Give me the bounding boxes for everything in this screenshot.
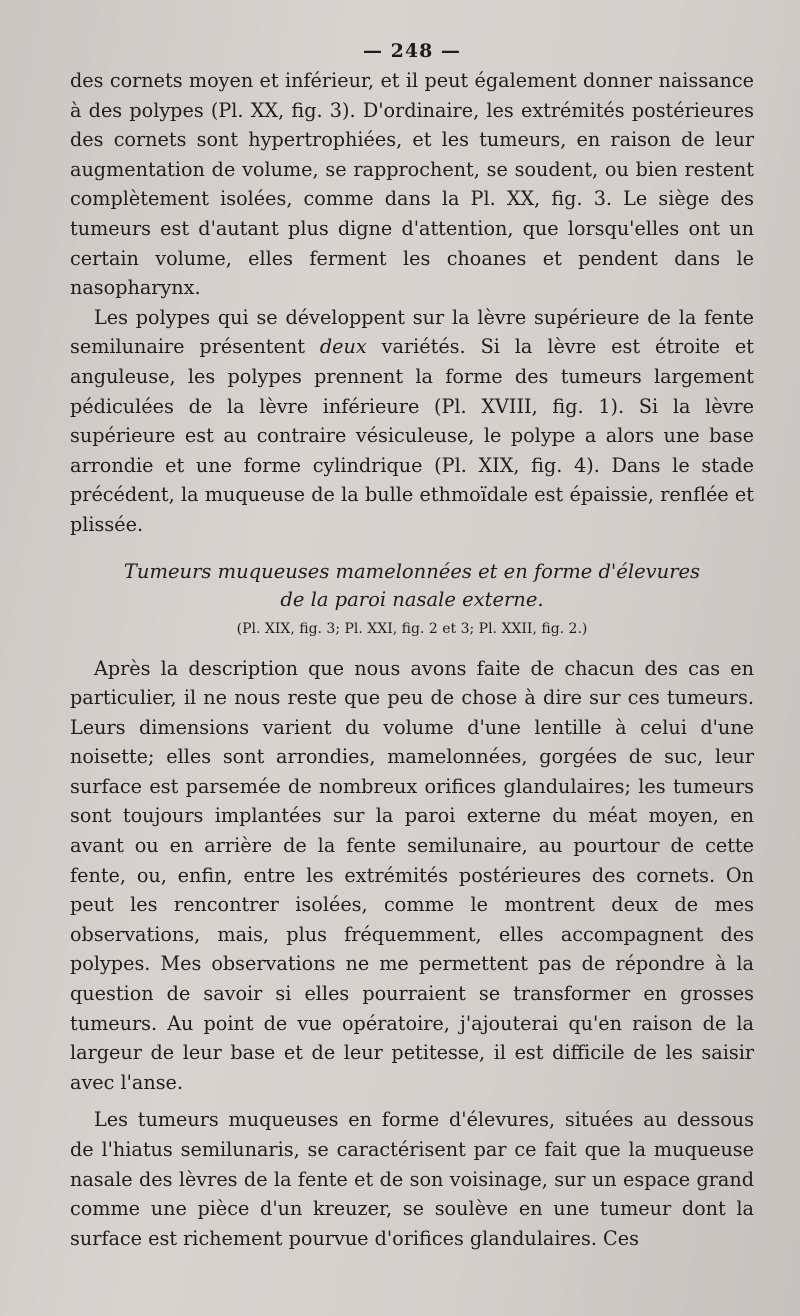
section-plate-reference: (Pl. XIX, fig. 3; Pl. XXI, fig. 2 et 3; Pl. XXII, fig. 2.) bbox=[236, 620, 588, 637]
page-number: — 248 — bbox=[363, 40, 461, 62]
paragraph-polypes-levre bbox=[70, 303, 754, 540]
paragraph-description: Après la description que nous avons faite de chacun des cas en particulier, il ne nous reste que peu de chose à dire sur ces tumeurs. Leurs dimensions varient du volume d'une lentille à celui d'une noisette; elles sont arrondies, mamelonnées, gorgées de suc, leur surface est parsemée de nombreux orifices glandulaires; les tumeurs sont toujours implantées sur la paroi externe du méat moyen, en avant ou en arrière de la fente semilunaire, au pourtour de cette fente, ou, enfin, entre les extrémités postérieures des cornets. On peut les rencontrer isolées, comme le montrent deux de mes observations, mais, plus fréquemment, elles accompagnent des polypes. Mes observations ne me permettent pas de répondre à la question de savoir si elles pourraient se transformer en grosses tumeurs. Au point de vue opératoire, j'ajouterai qu'en raison de la largeur de leur base et de leur petitesse, il est difficile de les saisir avec l'anse. bbox=[70, 656, 754, 1094]
paragraph-gap bbox=[70, 1097, 754, 1105]
paragraph-cornets: des cornets moyen et inférieur, et il peut également donner naissance à des polypes (Pl. XX, fig. 3). D'ordinaire, les extrémités postérieures des cornets sont hypertrophiées, et les tumeurs, en raison de leur augmentation de volume, se rapprochent, se soudent, ou bien restent complètement isolées, comme dans la Pl. XX, fig. 3. Le siège des tumeurs est d'autant plus digne d'attention, que lorsqu'elles ont un certain volume, elles ferment les choanes et pendent dans le nasopharynx. bbox=[70, 69, 754, 300]
section-title-line1: Tumeurs muqueuses mamelonnées et en forme d'élevures bbox=[123, 559, 701, 583]
paragraph-elevures: Les tumeurs muqueuses en forme d'élevures, situées au dessous de l'hiatus semilunaris, se caractérisent par ce fait que la muqueuse nasale des lèvres de la fente et de son voisinage, sur un espace grand comme une pièce d'un kreuzer, se soulève en une tumeur dont la surface est richement pourvue d'orifices glandulaires. Ces bbox=[70, 1108, 754, 1250]
emphasis-deux: deux bbox=[319, 335, 367, 359]
paragraph-polypes-part1: Les polypes qui se développent sur la lèvre supérieure de la fente semilunaire présentent bbox=[70, 305, 754, 359]
paragraph-polypes-part2: variétés. Si la lèvre est étroite et anguleuse, les polypes prennent la forme des tumeurs largement pédiculées de la lèvre inférieure (Pl. XVIII, fig. 1). Si la lèvre supérieure est au contraire vésiculeuse, le polype a alors une base arrondie et une forme cylindrique (Pl. XIX, fig. 4). Dans le stade précédent, la muqueuse de la bulle ethmoïdale est épaissie, renflée et plissée. bbox=[70, 335, 754, 536]
section-title-line2: de la paroi nasale externe. bbox=[280, 587, 544, 611]
section-heading bbox=[70, 558, 754, 614]
